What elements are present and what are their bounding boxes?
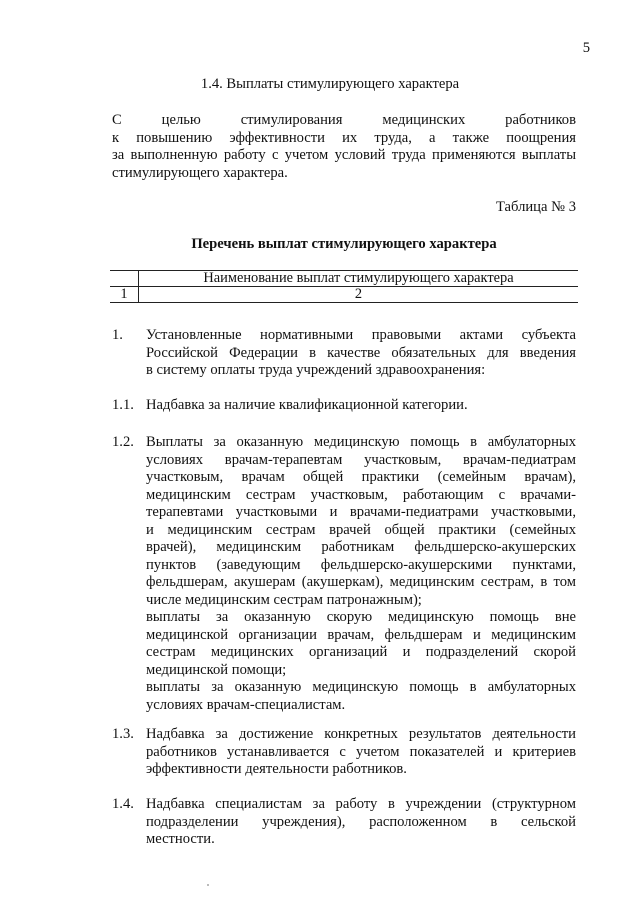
table-column-number-1: 1 bbox=[110, 287, 139, 303]
list-item-line: выплаты за оказанную медицинскую помощь в амбулаторных bbox=[146, 679, 576, 695]
table-header-row bbox=[110, 271, 578, 287]
list-item-line: сестрам медицинских организаций и подразделений скорой bbox=[146, 644, 576, 660]
list-item-line: и медицинским сестрам врачей общей практики (семейных bbox=[146, 521, 576, 538]
intro-line: стимулирующего характера. bbox=[112, 164, 288, 181]
list-item-line: местности. bbox=[146, 831, 215, 847]
list-item-line: терапевтами участковыми и врачами-педиатрами участковыми, bbox=[146, 504, 576, 520]
table-header bbox=[110, 270, 578, 303]
list-item-text bbox=[146, 796, 576, 849]
intro-line: С целью стимулирования медицинских работников bbox=[112, 112, 576, 128]
list-item-text bbox=[146, 397, 576, 415]
list-item-line: медицинским сестрам участковым, работающим с врачами- bbox=[146, 486, 576, 503]
table-column-number-2: 2 bbox=[139, 287, 579, 303]
list-item-line: эффективности деятельности работников. bbox=[146, 761, 407, 777]
list-item-line: пунктов (заведующим фельдшерско-акушерскими пунктами, bbox=[146, 556, 576, 573]
intro-paragraph bbox=[112, 112, 576, 182]
list-item-line: Надбавка специалистам за работу в учреждении (структурном bbox=[146, 796, 576, 812]
table-header-cell-name: Наименование выплат стимулирующего характера bbox=[139, 271, 579, 287]
list-item-number: 1. bbox=[112, 327, 123, 343]
list-item-line: условиях врачам-терапевтам участковым, врачам-педиатрам bbox=[146, 451, 576, 468]
table-column-numbers-row bbox=[110, 287, 578, 303]
list-item-line: выплаты за оказанную скорую медицинскую помощь вне bbox=[146, 609, 576, 625]
list-item-line: Российской Федерации в качестве обязательных для введения bbox=[146, 344, 576, 361]
scan-speck bbox=[207, 884, 209, 886]
list-item-line: Установленные нормативными правовыми актами субъекта bbox=[146, 327, 576, 343]
list-item-line: условиях врачам-специалистам. bbox=[146, 696, 346, 713]
list-item-line: числе медицинским сестрам патронажным); bbox=[146, 591, 422, 608]
list-item-number: 1.1. bbox=[112, 397, 134, 413]
list-item-number: 1.3. bbox=[112, 726, 134, 742]
intro-line: к повышению эффективности их труда, а также поощрения bbox=[112, 129, 576, 146]
list-item-line: фельдшерам, акушерам (акушеркам), медицинским сестрам, в том bbox=[146, 574, 576, 590]
list-item-line: в систему оплаты труда учреждений здравоохранения: bbox=[146, 362, 486, 378]
list-item-text bbox=[146, 434, 576, 714]
intro-line: за выполненную работу с учетом условий труда применяются выплаты bbox=[112, 147, 576, 163]
table-header-cell-number bbox=[110, 271, 139, 287]
list-item-line: участковым, врачам общей практики (семейным врачам), bbox=[146, 469, 576, 485]
list-item-line: Надбавка за наличие квалификационной категории. bbox=[146, 397, 468, 413]
list-item-line: врачей), медицинским работникам фельдшерско-акушерских bbox=[146, 539, 576, 555]
table-title: Перечень выплат стимулирующего характера bbox=[191, 236, 497, 252]
table-number: Таблица № 3 bbox=[496, 199, 576, 215]
list-item-line: Надбавка за достижение конкретных результатов деятельности bbox=[146, 726, 576, 742]
list-item-text bbox=[146, 327, 576, 380]
page-number: 5 bbox=[582, 40, 590, 56]
list-item-number: 1.2. bbox=[112, 434, 134, 450]
section-title: 1.4. Выплаты стимулирующего характера bbox=[200, 76, 460, 92]
list-item-text bbox=[146, 726, 576, 779]
list-item-line: Выплаты за оказанную медицинскую помощь в амбулаторных bbox=[146, 434, 576, 450]
list-item-line: медицинской помощи; bbox=[146, 661, 287, 678]
list-item-number: 1.4. bbox=[112, 796, 134, 812]
list-item-line: подразделении учреждения), расположенном в сельской bbox=[146, 813, 576, 830]
list-item-line: медицинской организации врачам, фельдшерам и медицинским bbox=[146, 626, 576, 643]
list-item-line: работников устанавливается с учетом показателей и критериев bbox=[146, 743, 576, 760]
